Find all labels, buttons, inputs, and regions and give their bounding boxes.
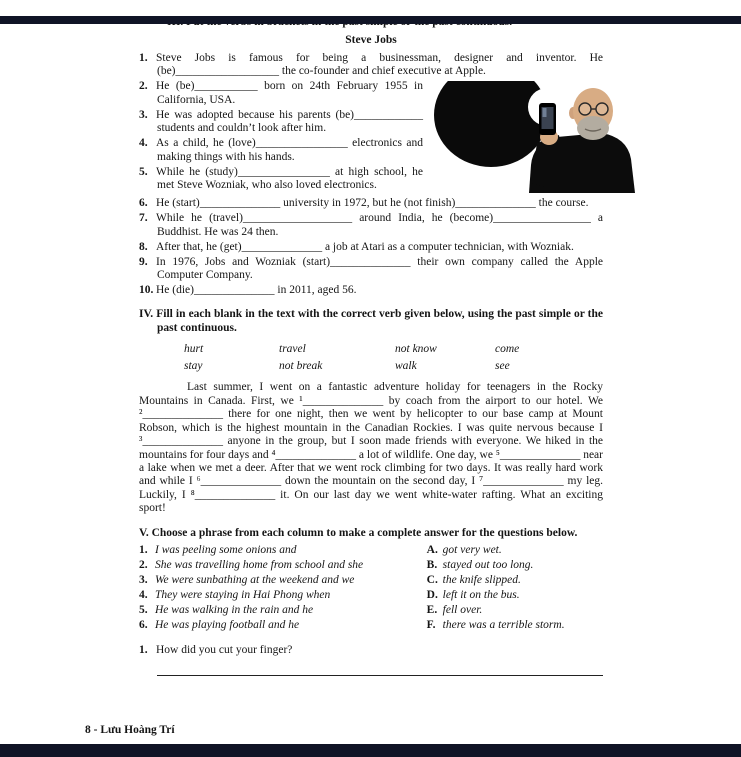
page-content [139,16,603,676]
gap-fill-paragraph: Last summer, I went on a fantastic adventure holiday for teenagers in the Rocky Mountains in Canada. First, we ¹______________ by coach from the airport to our hotel. We ²______________ there for one night, then we went by helicopter to our base camp at Mount Robson, which is the highest mountain in the Canadian Rockies. I was quite nervous because I ³______________ anyone in the group, but I soon made friends with everyone. We hiked in the mountains for four days and ⁴______________ a lot of wildlife. One day, we ⁵______________ near a lake when we met a deer. After that we went rock climbing for two days. It was really hard work and while I ⁶______________ down the mountain on the second day, I ⁷______________ my leg. Luckily, I ⁸______________ it. On our last day we went white-water rafting. What an exciting sport! [139,381,603,515]
match-option-e [427,604,603,617]
option-letter: F. [426,619,436,632]
option-letter: C. [426,574,438,587]
match-option-a [427,544,603,557]
item-number: 9. [139,255,148,268]
question-number: 1. [139,644,148,656]
match-item-3 [139,574,427,587]
section-v-heading: V. Choose a phrase from each column to make a complete answer for the questions below. [139,526,578,539]
answer-blank-line [157,673,603,676]
section-iii-items [139,52,603,298]
item-number: 4. [139,137,148,150]
match-item-2 [139,559,427,572]
match-item-6 [139,619,427,632]
option-letter: E. [426,604,438,617]
exercise-item-9 [139,256,603,283]
word-bank-item: come [495,343,520,356]
page-top-edge [0,16,741,24]
item-number: 2. [139,559,148,572]
item-text: I was peeling some onions and [155,544,297,557]
exercise-item-1 [139,52,603,79]
item-text: They were staying in Hai Phong when [155,589,331,602]
word-bank-item: see [495,359,510,372]
section-iv-heading: IV. Fill in each blank in the text with the correct verb given below, using the past simple or the past continuous. [139,308,603,334]
item-number: 5. [139,165,148,178]
match-option-d [427,589,603,602]
item-text: Steve Jobs is famous for being a businessman, designer and inventor. He (be)__________________ the co-founder and chief executive at Apple. [156,51,603,78]
item-text: He (die)______________ in 2011, aged 56. [156,284,357,297]
follow-up-question-1 [139,644,603,657]
matching-right-column [427,544,603,634]
exercise-item-7 [139,212,603,239]
item-text: He (start)______________ university in 1972, but he (not finish)______________ the course. [156,197,589,210]
exercise-item-2 [139,80,603,107]
item-text: She was travelling home from school and she [155,559,364,572]
match-item-4 [139,589,427,602]
iphone [539,103,556,135]
option-letter: A. [426,544,438,557]
item-number: 8. [139,240,148,253]
item-number: 5. [139,604,148,617]
word-bank-item: walk [395,359,417,372]
option-text: there was a terrible storm. [442,619,565,632]
item-text: While he (travel)___________________ around India, he (become)_________________ a Buddhist. He was 24 then. [156,212,603,238]
item-number: 3. [139,108,148,121]
steve-jobs-title: Steve Jobs [345,34,397,47]
item-text: He was adopted because his parents (be)____________ students and couldn’t look after him. [156,108,423,135]
item-number: 4. [139,589,148,602]
option-letter: B. [426,559,438,572]
option-text: the knife slipped. [442,574,521,587]
item-text: He (be)___________ born on 24th February 1955 in California, USA. [156,80,423,106]
option-text: stayed out too long. [442,559,534,572]
word-bank-item: not know [395,343,437,356]
item-text: He was walking in the rain and he [155,604,314,617]
item-number: 6. [139,197,148,210]
option-text: got very wet. [442,544,502,557]
match-item-5 [139,604,427,617]
match-option-f [427,619,603,632]
match-item-1 [139,544,427,557]
word-bank [184,343,603,373]
page-bottom-edge [0,744,741,757]
item-number: 2. [139,80,148,93]
item-number: 1. [139,544,148,557]
item-number: 3. [139,574,148,587]
word-bank-item: stay [184,359,203,372]
match-option-c [427,574,603,587]
option-text: left it on the bus. [442,589,520,602]
exercise-item-8 [139,241,603,254]
item-text: After that, he (get)______________ a job at Atari as a computer technician, with Wozniak. [156,240,574,253]
item-text: As a child, he (love)________________ electronics and making things with his hands. [156,137,423,163]
item-text: He was playing football and he [155,619,300,632]
matching-columns [139,544,603,634]
word-bank-item: not break [279,359,323,372]
question-text: How did you cut your finger? [156,644,293,656]
option-letter: D. [426,589,438,602]
match-option-b [427,559,603,572]
exercise-item-10 [139,284,603,297]
exercise-item-6 [139,197,603,210]
word-bank-item: travel [279,343,306,356]
item-number: 1. [139,51,148,64]
page-footer: 8 - Lưu Hoàng Trí [85,723,175,736]
item-number: 10. [139,284,154,297]
item-number: 7. [139,212,148,225]
workbook-page [0,16,741,757]
steve-jobs-photo [433,81,661,193]
item-number: 6. [139,619,148,632]
option-text: fell over. [442,604,483,617]
item-text: In 1976, Jobs and Wozniak (start)______________ their own company called the Apple Computer Company. [156,255,603,282]
matching-left-column [139,544,427,634]
item-text: We were sunbathing at the weekend and we [155,574,355,587]
item-text: While he (study)________________ at high school, he met Steve Wozniak, who also loved electronics. [156,165,423,191]
word-bank-item: hurt [184,343,204,356]
